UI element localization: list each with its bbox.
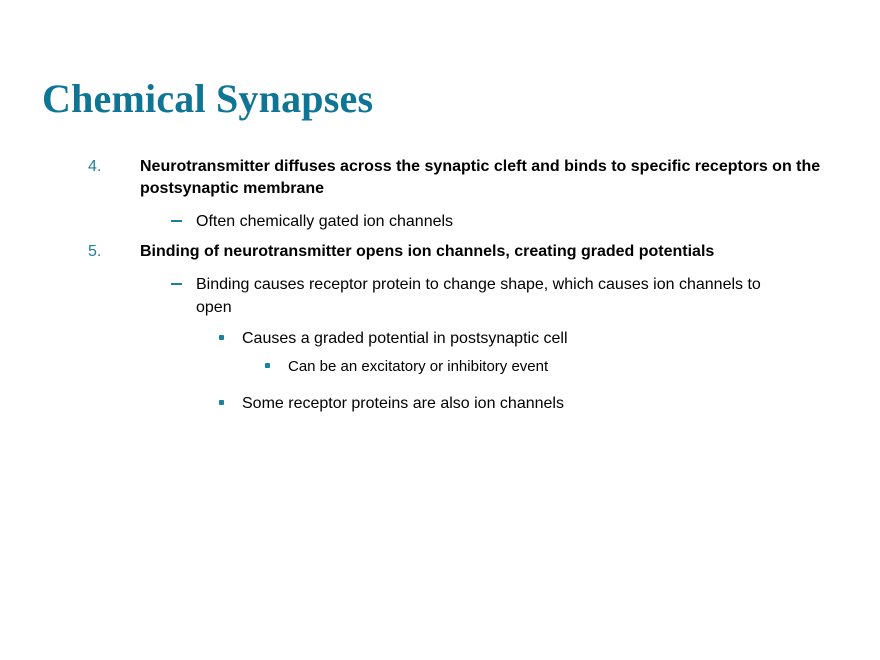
- outline-item-4-text: Neurotransmitter diffuses across the synaptic cleft and binds to specific receptors on the postsynaptic membrane: [140, 158, 821, 197]
- outline-spacer: [0, 233, 880, 241]
- list-number-5: 5.: [88, 243, 102, 260]
- outline-item-5-sub-1b-text: Some receptor proteins are also ion channels: [242, 395, 564, 412]
- slide-body-outline: [0, 156, 880, 415]
- outline-item-5-sub-1a1: [0, 356, 880, 378]
- dot-bullet-icon: [265, 356, 283, 378]
- page-title: Chemical Synapses: [42, 76, 374, 121]
- dash-bullet-icon: [171, 210, 191, 233]
- list-number-4: 4.: [88, 158, 102, 175]
- outline-item-4-sub-1-text: Often chemically gated ion channels: [196, 213, 454, 230]
- outline-item-5-sub-1b: [0, 392, 880, 415]
- dot-bullet-icon: [219, 392, 237, 415]
- dot-bullet-icon: [219, 327, 237, 350]
- outline-spacer: [0, 378, 880, 384]
- outline-item-4-sub-1: [0, 210, 880, 233]
- outline-item-5-sub-1a-text: Causes a graded potential in postsynaptic cell: [242, 330, 568, 347]
- outline-item-5: [0, 241, 880, 263]
- outline-item-5-sub-1-text: Binding causes receptor protein to change shape, which causes ion channels to open: [196, 276, 761, 316]
- outline-item-4: [0, 156, 880, 200]
- outline-item-5-sub-1: [0, 273, 880, 319]
- outline-item-5-sub-1a1-text: Can be an excitatory or inhibitory event: [288, 358, 549, 375]
- outline-item-5-sub-1a: [0, 327, 880, 350]
- outline-item-5-text: Binding of neurotransmitter opens ion channels, creating graded potentials: [140, 243, 715, 260]
- dash-bullet-icon: [171, 273, 191, 296]
